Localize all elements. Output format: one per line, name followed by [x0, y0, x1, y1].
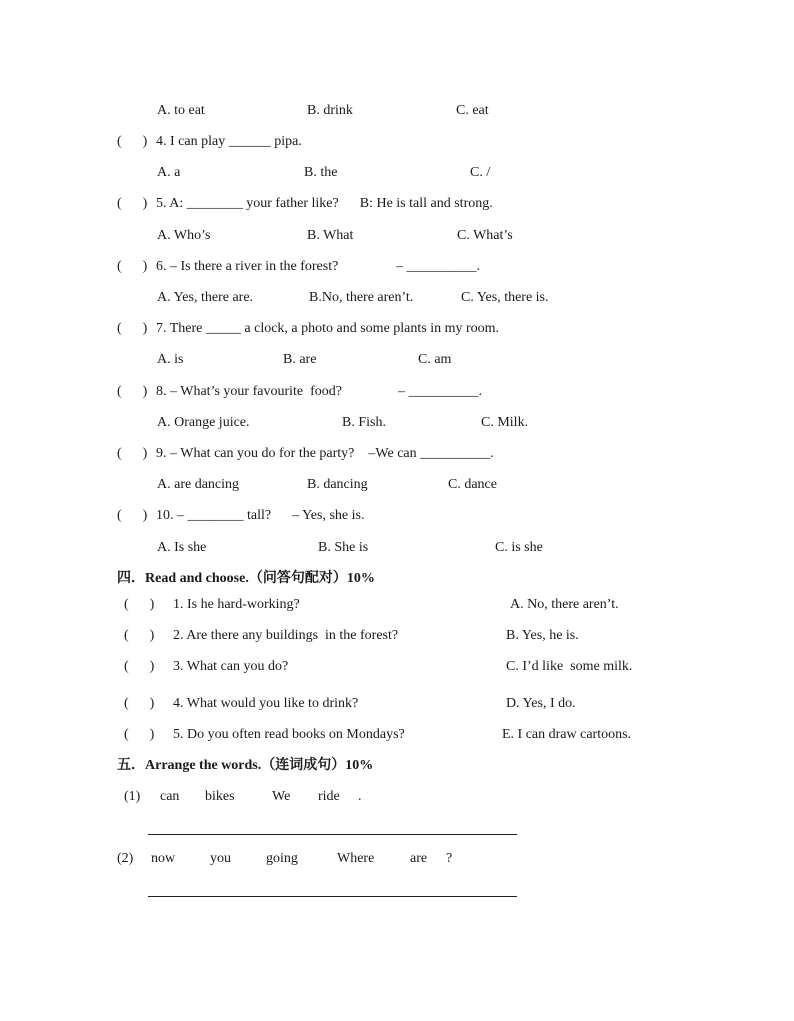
s4-q5-answer-paren[interactable]: ( ): [124, 727, 155, 742]
s4-q2-answer-paren[interactable]: ( ): [124, 628, 155, 643]
q9-text: 9. – What can you do for the party? –We can __________.: [156, 446, 494, 461]
s4-q3-text: 3. What can you do?: [173, 659, 289, 674]
q9-answer-paren[interactable]: ( ): [117, 446, 148, 461]
s5-item2-word: ?: [446, 851, 453, 866]
s5-item1-word: We: [272, 789, 291, 804]
q8-answer-paren[interactable]: ( ): [117, 384, 148, 399]
s5-item2-word: now: [151, 851, 176, 866]
q10-answer-paren[interactable]: ( ): [117, 508, 148, 523]
q4-option-a: A. a: [157, 165, 181, 180]
q3-option-a: A. to eat: [157, 103, 205, 118]
s4-q1-text: 1. Is he hard-working?: [173, 597, 300, 612]
s5-item1-word: .: [358, 789, 362, 804]
s5-item1-word: bikes: [205, 789, 235, 804]
q7-option-a: A. is: [157, 352, 184, 367]
s4-q3-answer-paren[interactable]: ( ): [124, 659, 155, 674]
s4-q2-text: 2. Are there any buildings in the forest?: [173, 628, 399, 643]
q6-option-a: A. Yes, there are.: [157, 290, 254, 305]
s4-q1-answer-paren[interactable]: ( ): [124, 597, 155, 612]
q5-option-c: C. What’s: [457, 228, 513, 243]
q8-text: 8. – What’s your favourite food?: [156, 384, 342, 399]
q4-answer-paren[interactable]: ( ): [117, 134, 148, 149]
q6-answer: – __________.: [396, 259, 480, 274]
s4-q5-text: 5. Do you often read books on Mondays?: [173, 727, 405, 742]
q6-option-b: B.No, there aren’t.: [309, 290, 414, 305]
q7-answer-paren[interactable]: ( ): [117, 321, 148, 336]
s5-item2-number: (2): [117, 851, 134, 866]
s5-item2-answer-line[interactable]: [148, 896, 517, 897]
q3-option-b: B. drink: [307, 103, 353, 118]
q10-text: 10. – ________ tall? – Yes, she is.: [156, 508, 365, 523]
q10-option-b: B. She is: [318, 540, 369, 555]
q9-option-a: A. are dancing: [157, 477, 240, 492]
s4-answer-d: D. Yes, I do.: [506, 696, 576, 711]
s5-item1-word: can: [160, 789, 180, 804]
q10-option-a: A. Is she: [157, 540, 207, 555]
q9-option-b: B. dancing: [307, 477, 368, 492]
s4-q4-answer-paren[interactable]: ( ): [124, 696, 155, 711]
q4-option-b: B. the: [304, 165, 338, 180]
s4-answer-e: E. I can draw cartoons.: [502, 727, 632, 742]
q4-text: 4. I can play ______ pipa.: [156, 134, 302, 149]
q4-option-c: C. /: [470, 165, 491, 180]
q8-option-b: B. Fish.: [342, 415, 386, 430]
s4-q4-text: 4. What would you like to drink?: [173, 696, 359, 711]
q7-option-c: C. am: [418, 352, 452, 367]
q5-option-b: B. What: [307, 228, 354, 243]
s4-answer-c: C. I’d like some milk.: [506, 659, 633, 674]
q5-text: 5. A: ________ your father like? B: He is tall and strong.: [156, 196, 493, 211]
q7-option-b: B. are: [283, 352, 317, 367]
q5-option-a: A. Who’s: [157, 228, 211, 243]
q8-option-a: A. Orange juice.: [157, 415, 250, 430]
q6-option-c: C. Yes, there is.: [461, 290, 549, 305]
q8-answer: – __________.: [398, 384, 482, 399]
s5-item2-word: going: [266, 851, 298, 866]
q3-option-c: C. eat: [456, 103, 489, 118]
q5-answer-paren[interactable]: ( ): [117, 196, 148, 211]
q6-answer-paren[interactable]: ( ): [117, 259, 148, 274]
q8-option-c: C. Milk.: [481, 415, 529, 430]
s5-item2-word: you: [210, 851, 231, 866]
q6-text: 6. – Is there a river in the forest?: [156, 259, 339, 274]
section5-heading: 五．Arrange the words.（连词成句）10%: [117, 758, 374, 773]
section4-heading: 四．Read and choose.（问答句配对）10%: [117, 571, 375, 586]
s5-item1-word: ride: [318, 789, 340, 804]
q10-option-c: C. is she: [495, 540, 543, 555]
q9-option-c: C. dance: [448, 477, 497, 492]
s5-item2-word: are: [410, 851, 428, 866]
s4-answer-b: B. Yes, he is.: [506, 628, 579, 643]
s4-answer-a: A. No, there aren’t.: [510, 597, 619, 612]
s5-item1-number: (1): [124, 789, 141, 804]
s5-item1-answer-line[interactable]: [148, 834, 517, 835]
s5-item2-word: Where: [337, 851, 375, 866]
q7-text: 7. There _____ a clock, a photo and some plants in my room.: [156, 321, 500, 336]
